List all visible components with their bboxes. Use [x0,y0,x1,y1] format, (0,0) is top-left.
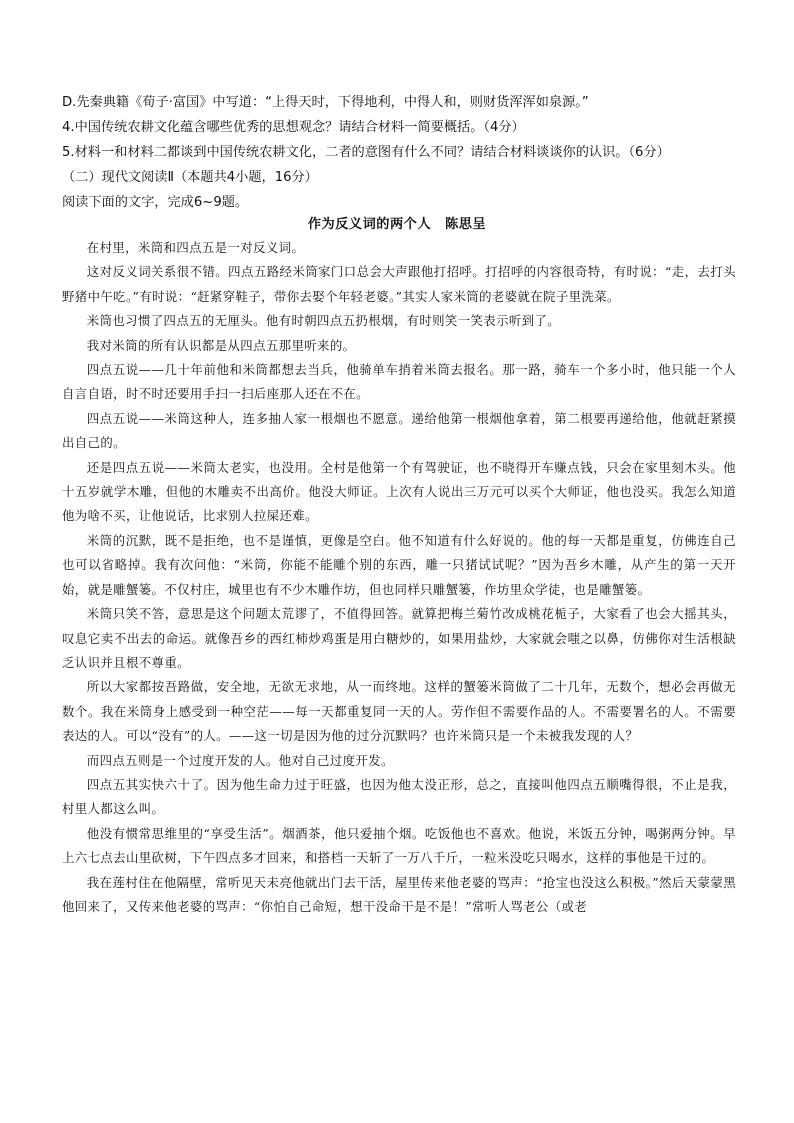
question-4: 4.中国传统农耕文化蕴含哪些优秀的思想观念？请结合材料一简要概括。（4分） [62,120,525,135]
paragraph: 我对米筒的所有认识都是从四点五那里听来的。 [86,337,356,353]
paragraph: 四点五说——几十年前他和米筒都想去当兵，他骑单车捎着米筒去报名。那一路，骑车一个多小时，他只能一个人自言自语，时不时还要用手扫一扫后座那人还在不在。 [62,362,736,402]
paragraph: 四点五其实快六十了。因为他生命力过于旺盛，也因为他太没正形，总之，直接叫他四点五顺嘴得很，不止是我，村里人都这么叫。 [62,776,736,817]
paragraph: 他没有惯常思维里的“享受生活”。烟酒茶，他只爱抽个烟。吃饭他也不喜欢。他说，米饭五分钟，喝粥两分钟。早上六七点去山里砍树，下午四点多才回来，和搭档一天斩了一万八千斤，一粒米没吃只喝水，这样的事他是干过的。 [62,825,736,866]
option-d: D.先秦典籍《荀子·富国》中写道：“上得天时，下得地利，中得人和，则财货浑浑如泉源。” [62,95,589,110]
paragraph: 所以大家都按吾路做，安全地，无欲无求地，从一而终地。这样的蟹篓米筒做了二十几年，无数个，想必会再做无数个。我在米筒身上感受到一种空茫——每一天都重复同一天的人。劳作但不需要作品的人。不需要署名的人。不需要表达的人。可以“没有”的人。——这一切是因为他的过分沉默吗？也许米筒只是一个未被我发现的人？ [62,679,736,744]
paragraph: 米筒只笑不答，意思是这个问题太荒谬了，不值得回答。就算把梅兰菊竹改成桃花栀子，大家看了也会大摇其头，叹息它卖不出去的命运。就像吾乡的西红柿炒鸡蛋是用白糖炒的，如果用盐炒，大家就会嗤之以鼻，仿佛你对生活根缺乏认识并且根不尊重。 [62,606,736,670]
paragraph: 米筒的沉默，既不是拒绝，也不是谨慎，更像是空白。他不知道有什么好说的。他的每一天都是重复，仿佛连自己也可以省略掉。我有次问他：“米筒，你能不能雕个别的东西，雕一只猪试试呢？”因为吾乡木雕，从产生的第一天开始，就是雕蟹篓。不仅村庄，城里也有不少木雕作坊，但也同样只雕蟹篓，作坊里众学徒，也是雕蟹篓。 [62,532,736,597]
paragraph: 米筒也习惯了四点五的无厘头。他有时朝四点五扔根烟，有时则笑一笑表示听到了。 [86,313,561,329]
paragraph: 在村里，米筒和四点五是一对反义词。 [86,240,305,255]
paragraph: 还是四点五说——米筒太老实，也没用。全村是他第一个有驾驶证，也不晓得开车赚点钱，只会在家里刻木头。他十五岁就学木雕，但他的木雕卖不出高价。他没大师证。上次有人说出三万元可以买个大师证，他也没买。我怎么知道他为啥不买，让他说话，比求别人拉屎还难。 [62,459,736,524]
article-author: 陈思呈 [445,217,487,232]
article-title: 作为反义词的两个人 [307,217,432,232]
paragraph: 而四点五则是一个过度开发的人。他对自己过度开发。 [86,752,394,768]
question-5: 5.材料一和材料二都谈到中国传统农耕文化，二者的意图有什么不同？请结合材料谈谈你的认识。（6分） [62,145,670,160]
article-body [62,236,736,919]
paragraph: 这对反义词关系很不错。四点五路经米筒家门口总会大声跟他打招呼。打招呼的内容很奇特，有时说：“走，去打头野猪中午吃。”有时说：“赶紧穿鞋子，带你去娶个年轻老婆。”其实人家米筒的老婆就在院子里洗菜。 [62,264,736,304]
questions-block [62,90,742,215]
paragraph: 我在莲村住在他隔壁，常听见天未亮他就出门去干活，屋里传来他老婆的骂声：“抢宝也没这么积极。”然后天蒙蒙黑他回来了，又传来他老婆的骂声：“你怕自己命短，想干没命干是不是！”常听人骂老公（或老 [62,874,736,914]
section-header: （二）现代文阅读Ⅱ（本题共4小题，16分） [62,170,318,185]
reading-instruction: 阅读下面的文字，完成6~9题。 [62,195,249,210]
paragraph: 四点五说——米筒这种人，连多抽人家一根烟也不愿意。递给他第一根烟他拿着，第二根要再递给他，他就赶紧摸出自己的。 [62,410,736,451]
article-heading [0,213,794,232]
